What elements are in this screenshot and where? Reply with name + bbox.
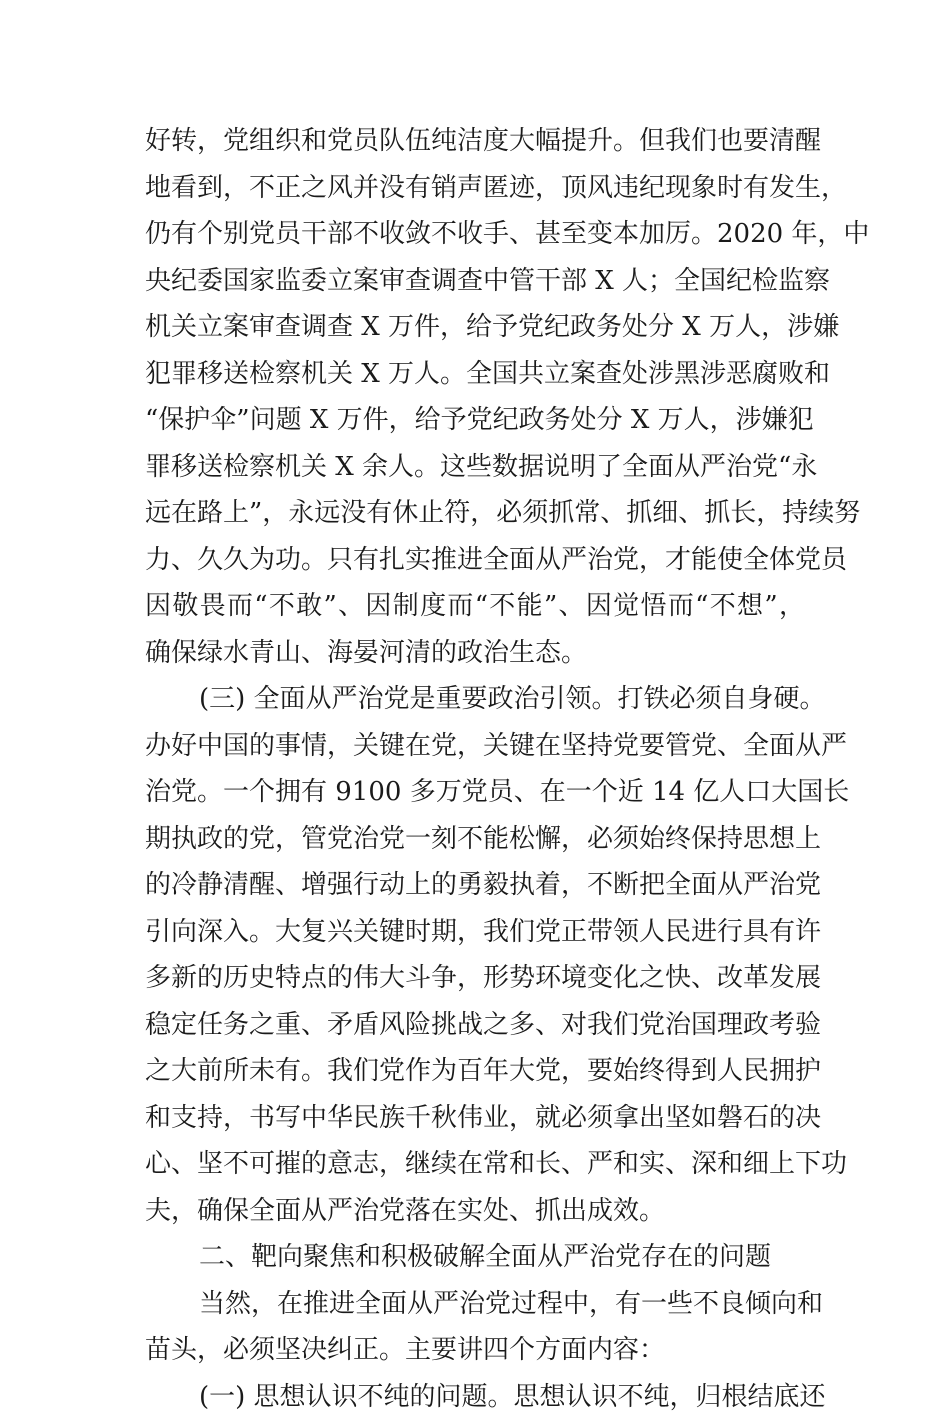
text-line-23: 心、坚不可摧的意志，继续在常和长、严和实、深和细上下功 — [145, 1141, 805, 1188]
text-line-13: (三) 全面从严治党是重要政治引领。打铁必须自身硬。 — [145, 676, 805, 723]
text-line-18: 引向深入。大复兴关键时期，我们党正带领人民进行具有许 — [145, 909, 805, 956]
text-line-4: 央纪委国家监委立案审查调查中管干部 X 人；全国纪检监察 — [145, 258, 805, 305]
text-line-10: 力、久久为功。只有扎实推进全面从严治党，才能使全体党员 — [145, 537, 805, 584]
text-line-14: 办好中国的事情，关键在党，关键在坚持党要管党、全面从严 — [145, 723, 805, 770]
text-line-3: 仍有个别党员干部不收敛不收手、甚至变本加厉。2020 年，中 — [145, 211, 805, 258]
text-line-11: 因敬畏而“不敢”、因制度而“不能”、因觉悟而“不想”， — [145, 583, 805, 630]
text-line-17: 的冷静清醒、增强行动上的勇毅执着，不断把全面从严治党 — [145, 862, 805, 909]
text-line-26: 当然，在推进全面从严治党过程中，有一些不良倾向和 — [145, 1281, 805, 1328]
text-line-16: 期执政的党，管党治党一刻不能松懈，必须始终保持思想上 — [145, 816, 805, 863]
text-line-5: 机关立案审查调查 X 万件，给予党纪政务处分 X 万人，涉嫌 — [145, 304, 805, 351]
text-line-7: “保护伞”问题 X 万件，给予党纪政务处分 X 万人，涉嫌犯 — [145, 397, 805, 444]
document-body — [145, 118, 805, 1420]
text-line-21: 之大前所未有。我们党作为百年大党，要始终得到人民拥护 — [145, 1048, 805, 1095]
text-line-8: 罪移送检察机关 X 余人。这些数据说明了全面从严治党“永 — [145, 444, 805, 491]
text-line-6: 犯罪移送检察机关 X 万人。全国共立案查处涉黑涉恶腐败和 — [145, 351, 805, 398]
text-line-19: 多新的历史特点的伟大斗争，形势环境变化之快、改革发展 — [145, 955, 805, 1002]
text-line-12: 确保绿水青山、海晏河清的政治生态。 — [145, 630, 805, 677]
text-line-22: 和支持，书写中华民族千秋伟业，就必须拿出坚如磐石的决 — [145, 1095, 805, 1142]
text-line-9: 远在路上”，永远没有休止符，必须抓常、抓细、抓长，持续努 — [145, 490, 805, 537]
text-line-28: (一) 思想认识不纯的问题。思想认识不纯，归根结底还 — [145, 1374, 805, 1420]
text-line-15: 治党。一个拥有 9100 多万党员、在一个近 14 亿人口大国长 — [145, 769, 805, 816]
text-line-20: 稳定任务之重、矛盾风险挑战之多、对我们党治国理政考验 — [145, 1002, 805, 1049]
text-line-1: 好转，党组织和党员队伍纯洁度大幅提升。但我们也要清醒 — [145, 118, 805, 165]
text-line-24: 夫，确保全面从严治党落在实处、抓出成效。 — [145, 1188, 805, 1235]
text-line-2: 地看到，不正之风并没有销声匿迹，顶风违纪现象时有发生， — [145, 165, 805, 212]
text-line-27: 苗头，必须坚决纠正。主要讲四个方面内容： — [145, 1327, 805, 1374]
section-heading: 二、靶向聚焦和积极破解全面从严治党存在的问题 — [145, 1234, 805, 1281]
